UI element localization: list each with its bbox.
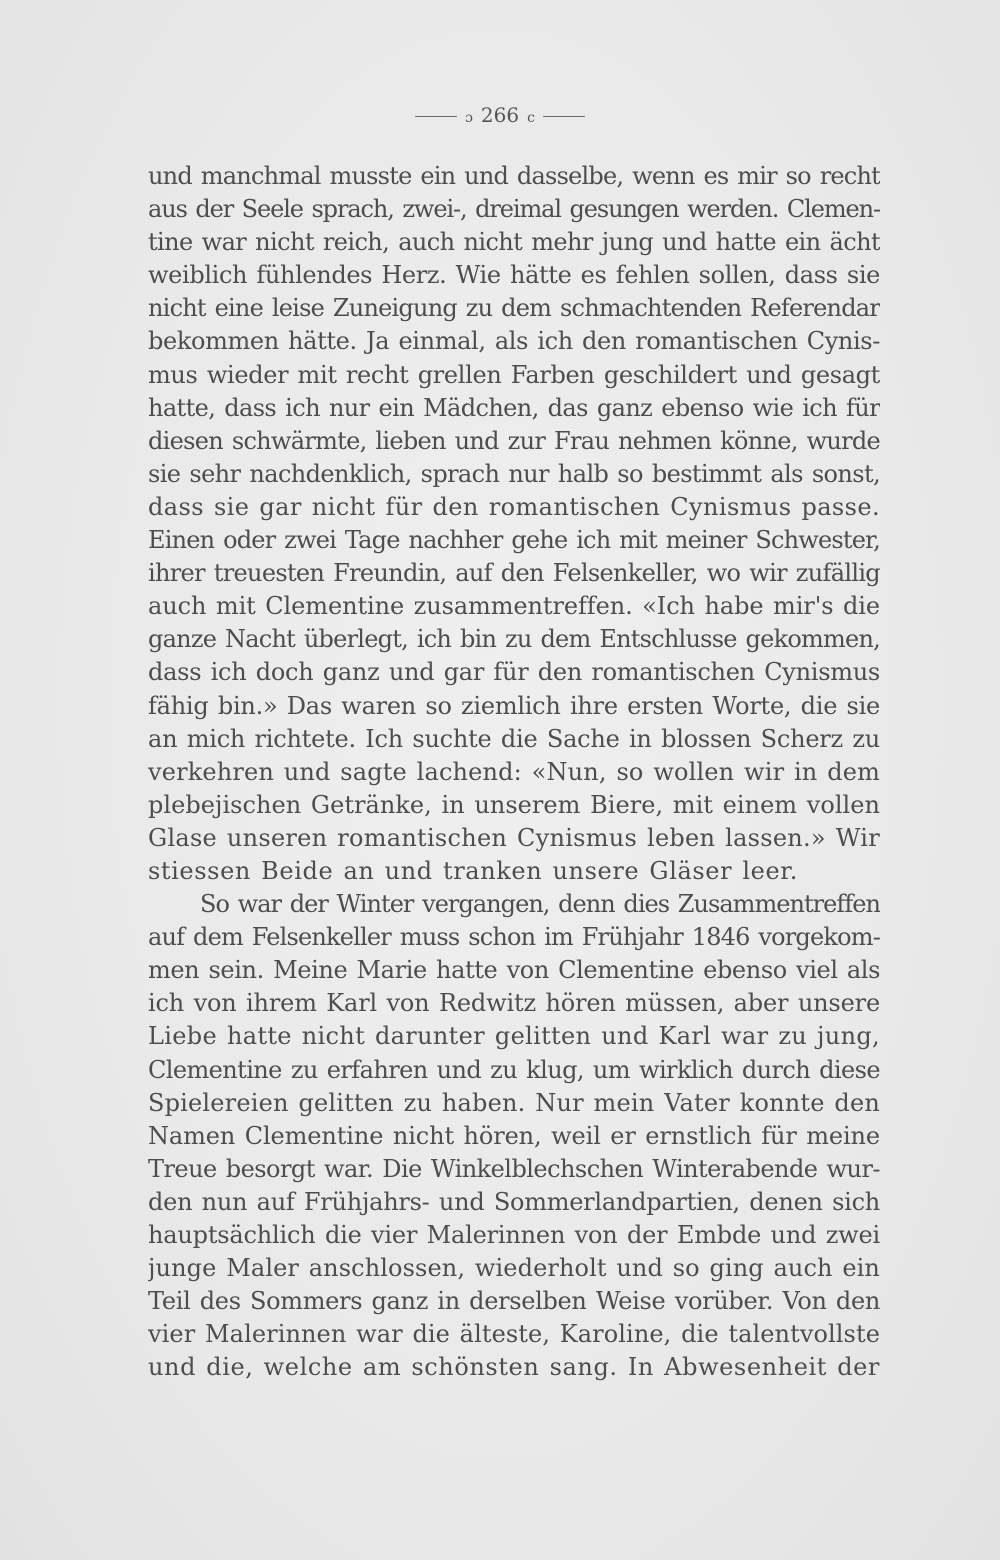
text-line: an mich richtete. Ich suchte die Sache in blossen Scherz zu bbox=[148, 724, 880, 753]
text-line: dass ich doch ganz und gar für den romantischen Cynismus bbox=[148, 658, 880, 687]
text-line: Liebe hatte nicht darunter gelitten und Karl war zu jung, bbox=[148, 1022, 880, 1051]
text-line: Namen Clementine nicht hören, weil er ernstlich für meine bbox=[148, 1121, 880, 1150]
text-line: weiblich fühlendes Herz. Wie hätte es fehlen sollen, dass sie bbox=[148, 261, 880, 290]
text-line: Clementine zu erfahren und zu klug, um wirklich durch diese bbox=[148, 1055, 880, 1084]
header-ornament-left: ɔ bbox=[465, 110, 473, 126]
text-line: vier Malerinnen war die älteste, Karoline, die talentvollste bbox=[148, 1320, 880, 1349]
text-line: Spielereien gelitten zu haben. Nur mein Vater konnte den bbox=[148, 1088, 880, 1117]
text-line: men sein. Meine Marie hatte von Clementine ebenso viel als bbox=[148, 956, 880, 985]
text-line: verkehren und sagte lachend: «Nun, so wollen wir in dem bbox=[148, 757, 880, 786]
text-line: auch mit Clementine zusammentreffen. «Ich habe mir's die bbox=[148, 592, 880, 621]
text-line: ihrer treuesten Freundin, auf den Felsenkeller, wo wir zufällig bbox=[148, 559, 880, 588]
paragraph-end-line: stiessen Beide an und tranken unsere Gläser leer. bbox=[148, 856, 798, 885]
text-line: ganze Nacht überlegt, ich bin zu dem Entschlusse gekommen, bbox=[148, 625, 880, 654]
text-line: und manchmal musste ein und dasselbe, wenn es mir so recht bbox=[148, 162, 880, 190]
paragraph-start-line: So war der Winter vergangen, denn dies Zusammentreffen bbox=[200, 890, 880, 919]
text-line: sie sehr nachdenklich, sprach nur halb so bestimmt als sonst, bbox=[148, 459, 880, 488]
text-line: Treue besorgt war. Die Winkelblechschen Winterabende wur- bbox=[148, 1154, 880, 1183]
text-line: aus der Seele sprach, zwei-, dreimal gesungen werden. Clemen- bbox=[148, 195, 880, 224]
text-line: bekommen hätte. Ja einmal, als ich den romantischen Cynis- bbox=[148, 327, 880, 356]
text-line: junge Maler anschlossen, wiederholt und so ging auch ein bbox=[148, 1254, 880, 1283]
text-line: nicht eine leise Zuneigung zu dem schmachtenden Referendar bbox=[148, 294, 880, 323]
text-line: auf dem Felsenkeller muss schon im Frühjahr 1846 vorgekom- bbox=[148, 923, 880, 952]
page-number: 266 bbox=[480, 103, 520, 127]
text-line: Glase unseren romantischen Cynismus leben lassen.» Wir bbox=[148, 823, 880, 852]
text-line: hauptsächlich die vier Malerinnen von der Embde und zwei bbox=[148, 1221, 880, 1249]
text-line: mus wieder mit recht grellen Farben geschildert und gesagt bbox=[148, 360, 880, 389]
text-line: plebejischen Getränke, in unserem Biere, mit einem vollen bbox=[148, 790, 880, 819]
header-ornament-right: c bbox=[527, 110, 535, 126]
text-line: fähig bin.» Das waren so ziemlich ihre ersten Worte, die sie bbox=[148, 691, 880, 720]
text-line: dass sie gar nicht für den romantischen Cynismus passe. bbox=[148, 492, 880, 521]
text-line: diesen schwärmte, lieben und zur Frau nehmen könne, wurde bbox=[148, 426, 880, 455]
text-line: den nun auf Frühjahrs- und Sommerlandpartien, denen sich bbox=[148, 1187, 880, 1216]
body-text bbox=[148, 160, 880, 1384]
header-rule-left bbox=[415, 116, 457, 117]
text-line: hatte, dass ich nur ein Mädchen, das ganz ebenso wie ich für bbox=[148, 393, 880, 422]
text-line: tine war nicht reich, auch nicht mehr jung und hatte ein ächt bbox=[148, 228, 880, 257]
text-line: und die, welche am schönsten sang. In Abwesenheit der bbox=[148, 1353, 880, 1382]
text-line: Einen oder zwei Tage nachher gehe ich mit meiner Schwester, bbox=[148, 526, 880, 555]
page-header bbox=[0, 103, 1000, 127]
text-line: Teil des Sommers ganz in derselben Weise vorüber. Von den bbox=[148, 1287, 880, 1316]
text-line: ich von ihrem Karl von Redwitz hören müssen, aber unsere bbox=[148, 989, 880, 1018]
header-rule-right bbox=[543, 116, 585, 117]
